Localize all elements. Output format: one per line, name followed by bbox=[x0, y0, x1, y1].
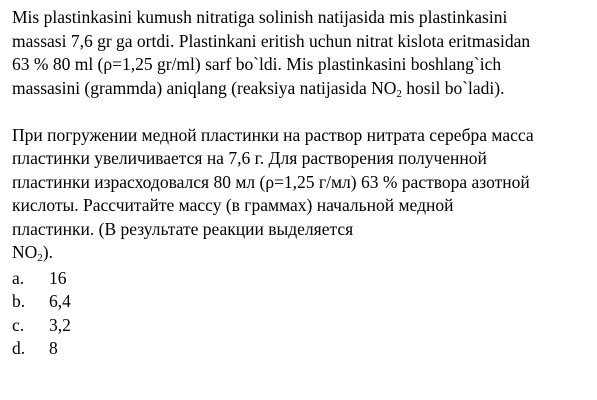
ru-line-4: кислоты. Рассчитайте массу (в граммах) начальной медной bbox=[12, 195, 454, 215]
ru-line-3: пластинки израсходовался 80 мл (ρ=1,25 г/мл) 63 % раствора азотной bbox=[12, 171, 530, 192]
answer-options bbox=[12, 267, 592, 361]
answer-option-b[interactable] bbox=[12, 290, 592, 314]
option-letter: d. bbox=[12, 338, 26, 358]
option-value: 8 bbox=[49, 338, 58, 358]
ru-line-5: пластинки. (В результате реакции выделяется bbox=[12, 218, 354, 239]
uz-line-4 bbox=[12, 77, 592, 101]
uz-line-4-text: massasini (grammda) aniqlang (reaksiya natijasida NO bbox=[12, 77, 397, 98]
paragraph-spacer bbox=[12, 100, 592, 124]
ru-line-6 bbox=[12, 241, 592, 265]
ru-line-6-tail: ). bbox=[42, 242, 53, 262]
question-document bbox=[12, 6, 592, 361]
option-value: 6,4 bbox=[49, 291, 71, 311]
option-letter: a. bbox=[12, 267, 25, 288]
answer-option-d[interactable] bbox=[12, 337, 592, 361]
question-text-uzbek bbox=[12, 6, 592, 100]
uz-line-1: Mis plastinkasini kumush nitratiga solinish natijasida mis plastinkasini bbox=[12, 7, 508, 27]
option-letter: b. bbox=[12, 291, 26, 311]
uz-line-2: massasi 7,6 gr ga ortdi. Plastinkani eritish uchun nitrat kislota eritmasidan bbox=[12, 30, 531, 51]
ru-line-2: пластинки увеличивается на 7,6 г. Для растворения полученной bbox=[12, 148, 487, 168]
question-text-russian bbox=[12, 124, 592, 265]
option-value: 16 bbox=[49, 267, 67, 288]
answer-option-a[interactable] bbox=[12, 267, 592, 291]
ru-subscript: 2 bbox=[37, 252, 43, 264]
answer-option-c[interactable] bbox=[12, 314, 592, 338]
uz-line-4-tail: hosil bo`ladi). bbox=[401, 77, 505, 98]
ru-line-6-text: NO bbox=[12, 242, 38, 262]
uz-line-3: 63 % 80 ml (ρ=1,25 gr/ml) sarf bo`ldi. Mis plastinkasini boshlang`ich bbox=[12, 54, 502, 74]
ru-line-1: При погружении медной пластинки на раствор нитрата серебра масса bbox=[12, 124, 534, 145]
uz-subscript: 2 bbox=[396, 87, 402, 100]
option-letter: c. bbox=[12, 314, 25, 335]
option-value: 3,2 bbox=[49, 314, 71, 335]
